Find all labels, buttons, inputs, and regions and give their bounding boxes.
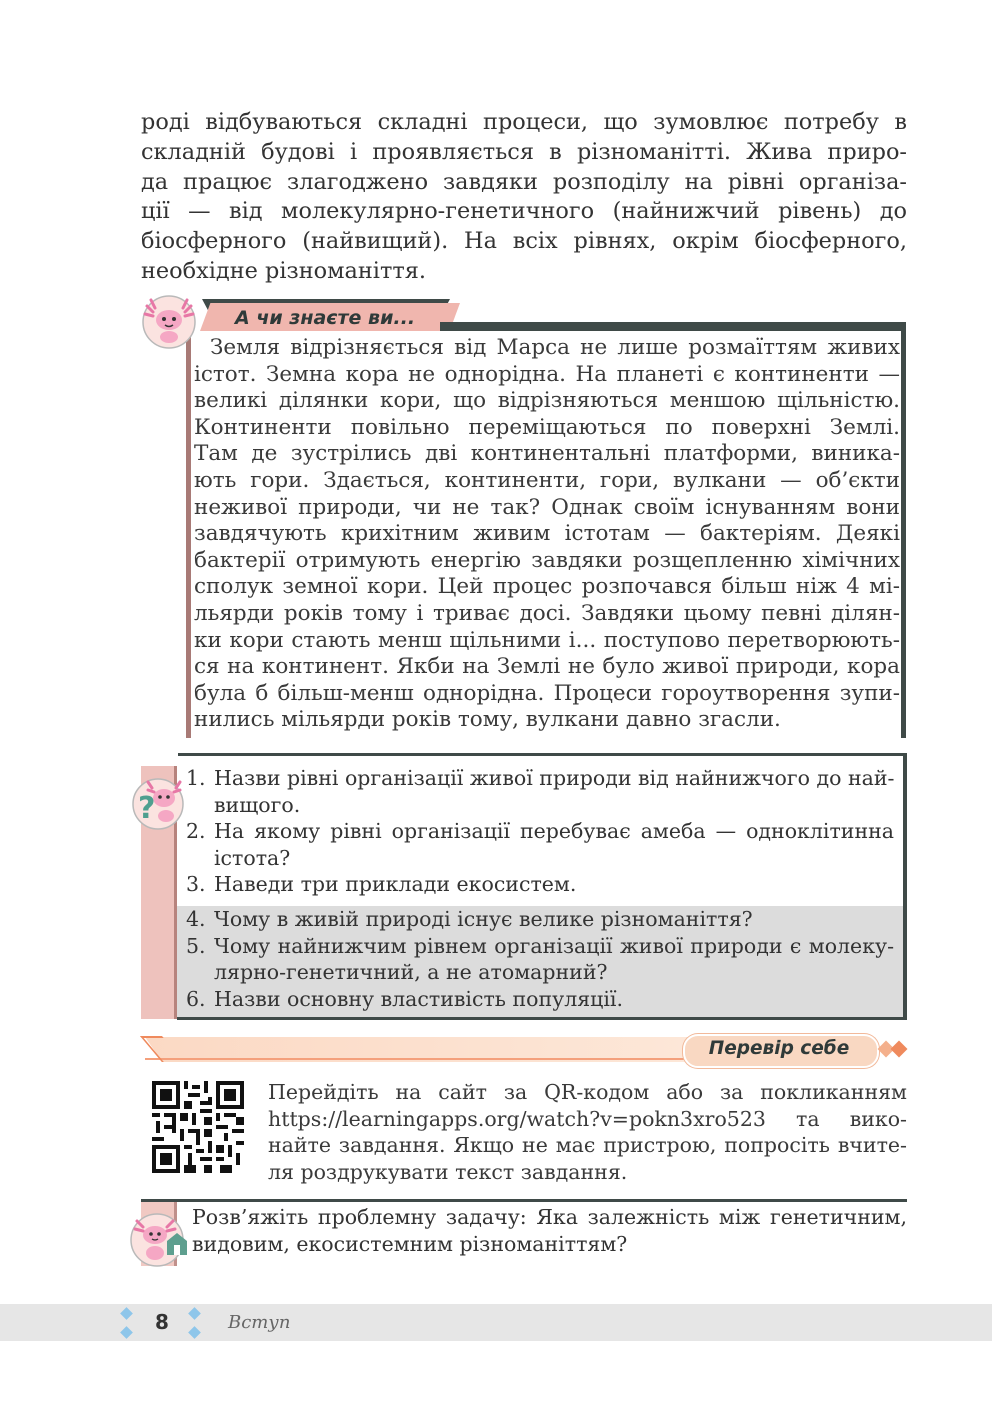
questions-bottom-border — [177, 1017, 907, 1020]
did-you-know-line: ють гори. Здається, континенти, гори, вулкани — об’єкти — [194, 467, 900, 493]
check-yourself-line: ля роздрукувати текст завдання. — [268, 1159, 628, 1184]
intro-line: да працює злагоджено завдяки розподілу на рівні організа- — [141, 168, 907, 195]
question-item — [186, 933, 894, 986]
did-you-know-left-border — [186, 318, 191, 738]
question-item — [186, 871, 894, 898]
check-yourself-line: найте завдання. Якщо не має пристрою, попросіть вчите- — [268, 1133, 907, 1158]
problem-line: видовим, екосистемним різноманіттям? — [192, 1231, 628, 1256]
did-you-know-line: Земля відрізняється від Марса не лише розмаїттям живих — [210, 335, 900, 360]
did-you-know-line: істот. Земна кора не однорідна. На планеті є континенти — — [194, 361, 900, 387]
intro-line: роді відбуваються складні процеси, що зумовлює потребу в — [141, 109, 907, 135]
questions-top-border — [178, 753, 907, 756]
section-title: Вступ — [228, 1312, 291, 1333]
intro-line: біосферного (найвищий). На всіх рівнях, окрім біосферного, — [141, 228, 907, 255]
check-yourself-line: Перейдіть на сайт за QR-кодом або за покликанням — [268, 1080, 907, 1104]
did-you-know-text — [194, 335, 900, 734]
question-text: Чому в живій природі існує велике різноманіття? — [214, 906, 753, 931]
question-item — [186, 818, 894, 871]
question-text: Чому найнижчим рівнем організації живої природи є молеку- — [214, 933, 894, 958]
diamond-icon — [891, 1041, 908, 1058]
did-you-know-right-border — [901, 322, 906, 738]
svg-text:?: ? — [138, 791, 156, 826]
intro-paragraph — [141, 108, 907, 287]
did-you-know-title: А чи знаєте ви... — [235, 307, 416, 329]
did-you-know-line: неживої природи, чи не так? Однак своїм існуванням вони — [194, 494, 900, 520]
axolotl-house-icon — [127, 1211, 189, 1269]
question-number: 6. — [186, 986, 206, 1011]
intro-line: ції — від молекулярно-генетичного (найнижчий рівень) до — [141, 198, 907, 225]
axolotl-mascot-icon — [141, 294, 197, 350]
did-you-know-line: Там де зустрілись дві континентальні платформи, виника- — [194, 441, 900, 467]
problem-top-border — [141, 1199, 907, 1202]
page-number: 8 — [155, 1310, 169, 1334]
question-number: 2. — [186, 819, 206, 844]
question-item — [186, 765, 894, 818]
question-text-cont: істота? — [214, 845, 291, 870]
did-you-know-line: ки кори стають менш щільними і... поступово перетворюють- — [194, 627, 900, 653]
did-you-know-line: Континенти повільно переміщаються по поверхні Землі. — [194, 414, 900, 440]
did-you-know-line: ся на континент. Якби на Землі не було живої природи, кора — [194, 654, 900, 680]
question-number: 5. — [186, 933, 206, 958]
problem-task — [192, 1204, 907, 1257]
check-yourself-label: Перевір себе — [708, 1038, 850, 1059]
axolotl-question-icon — [128, 776, 188, 832]
questions-right-border — [903, 753, 907, 1020]
check-yourself-stripe-line — [145, 1058, 705, 1060]
did-you-know-line: сполук земної кори. Цей процес розпочався більш ніж 4 мі- — [194, 574, 900, 600]
intro-line: необхідне різноманіття. — [141, 257, 426, 284]
did-you-know-line: нились мільярди років тому, вулкани давно згасли. — [194, 707, 781, 733]
question-text-cont: лярно-генетичний, а не атомарний? — [214, 960, 608, 985]
question-text: Назви основну властивість популяції. — [214, 986, 623, 1011]
question-item — [186, 906, 894, 933]
check-yourself-text — [268, 1079, 907, 1185]
did-you-know-line: великі ділянки кори, що відрізняються меншою щільністю. — [194, 388, 900, 414]
question-text: Назви рівні організації живої природи від найнижчого до най- — [214, 766, 895, 790]
question-text-cont: вищого. — [214, 792, 301, 817]
did-you-know-line: бактерії отримують енергію завдяки розщепленню хімічних — [194, 547, 900, 573]
problem-line: Розв’яжіть проблемну задачу: Яка залежність між генетичним, — [192, 1205, 907, 1229]
check-yourself-line[interactable]: https://learningapps.org/watch?v=pokn3xro523 та вико- — [268, 1106, 907, 1131]
did-you-know-line: завдячують крихітним живим істотам — бактеріям. Деякі — [194, 521, 900, 547]
question-number: 3. — [186, 872, 206, 897]
question-item — [186, 986, 894, 1013]
question-text: Наведи три приклади екосистем. — [214, 872, 577, 897]
did-you-know-line: була б більш-менш однорідна. Процеси гороутворення зупи- — [194, 680, 900, 706]
question-text: На якому рівні організації перебуває амеба — одноклітинна — [214, 819, 894, 844]
did-you-know-line: льярди років тому і триває досі. Завдяки цьому певні ділян- — [194, 600, 900, 626]
question-number: 4. — [186, 906, 206, 931]
questions-list — [186, 765, 894, 1012]
question-number: 1. — [186, 766, 206, 790]
footer-bar — [0, 1304, 992, 1341]
intro-line: складній будові і проявляється в різноманітті. Жива приро- — [141, 138, 907, 165]
qr-code-icon[interactable] — [152, 1081, 244, 1173]
did-you-know-top-border — [440, 322, 906, 331]
